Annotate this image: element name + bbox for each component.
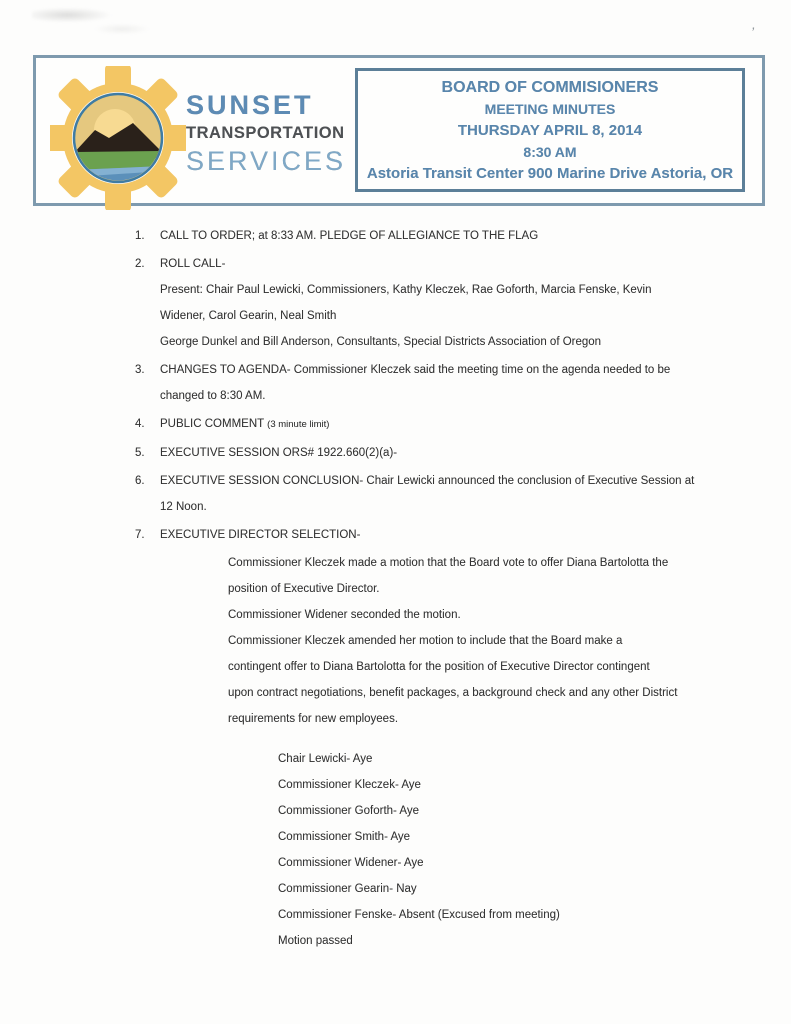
text-line: Commissioner Fenske- Absent (Excused from meeting)	[278, 909, 560, 921]
item-number: 2.	[135, 258, 145, 270]
item-continuation	[160, 494, 780, 520]
item-text-main: EXECUTIVE SESSION CONCLUSION- Chair Lewicki announced the conclusion of Executive Session at	[160, 475, 695, 487]
logo-subtitle: TRANSPORTATION	[186, 124, 345, 142]
text-line: requirements for new employees.	[228, 713, 399, 725]
text-line: Widener, Carol Gearin, Neal Smith	[160, 310, 337, 322]
item-text	[160, 411, 780, 438]
logo-subtitle2: SERVICES	[186, 146, 347, 176]
item-text	[160, 251, 780, 277]
meeting-info-box	[355, 68, 745, 192]
meeting-location: Astoria Transit Center 900 Marine Drive Astoria, OR	[366, 165, 734, 183]
item-continuation	[160, 277, 780, 355]
scan-smudge-artifact	[32, 3, 172, 37]
text-line: changed to 8:30 AM.	[160, 390, 266, 402]
text-line: George Dunkel and Bill Anderson, Consultants, Special Districts Association of Oregon	[160, 336, 602, 348]
meeting-time: 8:30 AM	[523, 143, 577, 160]
letterhead-box	[33, 55, 765, 206]
text-line: Commissioner Smith- Aye	[278, 831, 411, 843]
text-line: Commissioner Gearin- Nay	[278, 883, 417, 895]
minutes-item-6	[135, 468, 780, 520]
item-text-main: EXECUTIVE DIRECTOR SELECTION-	[160, 529, 361, 541]
item-text	[160, 522, 780, 548]
minutes-body	[135, 223, 780, 954]
minutes-item-7	[135, 522, 780, 548]
item-number: 6.	[135, 475, 145, 487]
motion-paragraphs	[228, 550, 780, 732]
meeting-date: THURSDAY APRIL 8, 2014	[457, 122, 643, 140]
minutes-item-2	[135, 251, 780, 355]
item-number: 4.	[135, 418, 145, 430]
text-line: Commissioner Widener seconded the motion.	[228, 609, 461, 621]
text-line: 12 Noon.	[160, 501, 207, 513]
item-continuation	[160, 383, 780, 409]
text-line: Motion passed	[278, 935, 353, 947]
item-text	[160, 440, 780, 466]
item-text-main: EXECUTIVE SESSION ORS# 1922.660(2)(a)-	[160, 447, 398, 459]
item-number: 5.	[135, 447, 145, 459]
vote-list	[278, 746, 780, 954]
item-text-main: PUBLIC COMMENT	[160, 418, 265, 430]
minutes-item-3	[135, 357, 780, 409]
logo-title: SUNSET	[186, 90, 314, 120]
logo-wordmark	[186, 91, 346, 175]
item-number: 1.	[135, 230, 145, 242]
scan-corner-mark: ’	[749, 23, 756, 41]
text-line: Commissioner Goforth- Aye	[278, 805, 420, 817]
item-note: (3 minute limit)	[267, 419, 330, 430]
text-line: position of Executive Director.	[228, 583, 380, 595]
meeting-board-title: BOARD OF COMMISIONERS	[441, 79, 659, 97]
item-number: 3.	[135, 364, 145, 376]
text-line: Commissioner Kleczek made a motion that the Board vote to offer Diana Bartolotta the	[228, 557, 669, 569]
text-line: contingent offer to Diana Bartolotta for the position of Executive Director contingent	[228, 661, 650, 673]
sunset-logo-gear-icon	[50, 66, 186, 210]
text-line: Commissioner Kleczek- Aye	[278, 779, 421, 791]
text-line: upon contract negotiations, benefit packages, a background check and any other District	[228, 687, 678, 699]
minutes-item-1	[135, 223, 780, 249]
text-line: Present: Chair Paul Lewicki, Commissioners, Kathy Kleczek, Rae Goforth, Marcia Fenske, Kevin	[160, 284, 652, 296]
minutes-item-5	[135, 440, 780, 466]
item-number: 7.	[135, 529, 145, 541]
minutes-item-4	[135, 411, 780, 438]
item-text-main: ROLL CALL-	[160, 258, 226, 270]
item-text	[160, 223, 780, 249]
meeting-doc-type: MEETING MINUTES	[484, 100, 616, 117]
item-text	[160, 468, 780, 494]
item-text-main: CHANGES TO AGENDA- Commissioner Kleczek said the meeting time on the agenda needed to be	[160, 364, 671, 376]
text-line: Commissioner Widener- Aye	[278, 857, 424, 869]
text-line: Commissioner Kleczek amended her motion to include that the Board make a	[228, 635, 623, 647]
text-line: Chair Lewicki- Aye	[278, 753, 373, 765]
item-text-main: CALL TO ORDER; at 8:33 AM. PLEDGE OF ALLEGIANCE TO THE FLAG	[160, 230, 539, 242]
item-text	[160, 357, 780, 383]
